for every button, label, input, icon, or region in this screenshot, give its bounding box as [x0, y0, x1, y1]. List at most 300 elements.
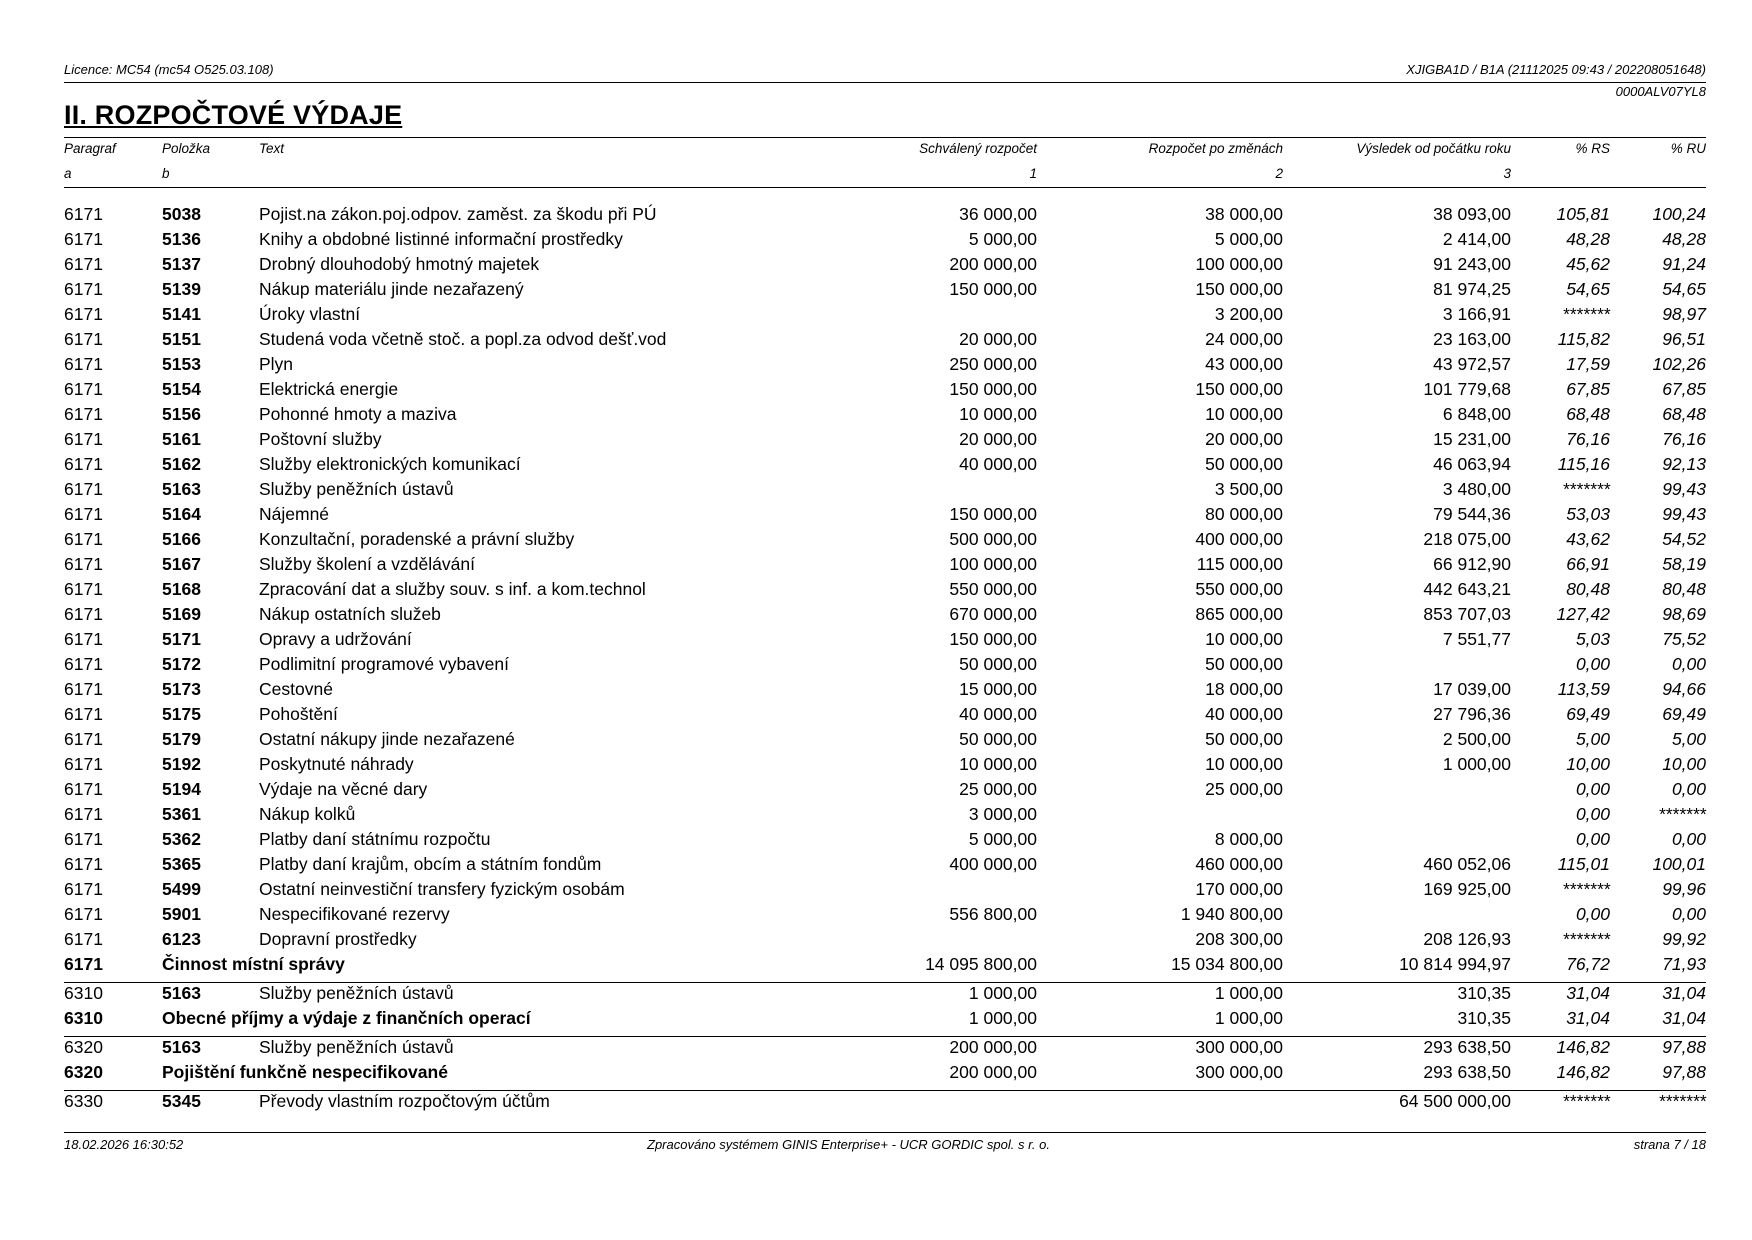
row-ru: 99,92 [1662, 929, 1706, 949]
col-code-b: b [162, 166, 170, 181]
row-vysledek: 46 063,94 [1433, 454, 1511, 474]
row-po-zmenach: 25 000,00 [1205, 779, 1283, 799]
row-paragraf: 6171 [64, 229, 103, 249]
row-paragraf: 6171 [64, 754, 103, 774]
row-schvaleny: 50 000,00 [959, 654, 1037, 674]
row-polozka: 5365 [162, 854, 201, 874]
row-schvaleny: 1 000,00 [968, 983, 1037, 1003]
row-paragraf: 6171 [64, 804, 103, 824]
row-po-zmenach: 10 000,00 [1205, 404, 1283, 424]
row-ru: 0,00 [1671, 654, 1706, 674]
table-row [64, 854, 1706, 879]
row-rs: 10,00 [1566, 754, 1610, 774]
row-vysledek: 1 000,00 [1442, 754, 1511, 774]
row-vysledek: 81 974,25 [1433, 279, 1511, 299]
row-text: Konzultační, poradenské a právní služby [259, 529, 575, 549]
row-polozka: 5166 [162, 529, 201, 549]
row-rs: 0,00 [1575, 779, 1610, 799]
table-row [64, 554, 1706, 579]
row-po-zmenach: 8 000,00 [1214, 829, 1283, 849]
row-vysledek: 310,35 [1457, 1008, 1511, 1028]
row-vysledek: 2 500,00 [1442, 729, 1511, 749]
col-header-schvaleny: Schválený rozpočet [919, 141, 1037, 156]
row-vysledek: 169 925,00 [1423, 879, 1511, 899]
row-rs: ******* [1562, 929, 1610, 949]
row-polozka: 5153 [162, 354, 201, 374]
row-po-zmenach: 150 000,00 [1195, 279, 1283, 299]
row-text: Služby peněžních ústavů [259, 1037, 454, 1057]
row-text: Služby peněžních ústavů [259, 479, 454, 499]
row-vysledek: 38 093,00 [1433, 204, 1511, 224]
row-schvaleny: 50 000,00 [959, 729, 1037, 749]
row-text: Výdaje na věcné dary [259, 779, 428, 799]
table-row [64, 779, 1706, 804]
row-rs: 31,04 [1566, 983, 1610, 1003]
table-row [64, 1036, 1706, 1062]
table-row [64, 704, 1706, 729]
row-schvaleny: 150 000,00 [949, 279, 1037, 299]
report-code-secondary: 0000ALV07YL8 [1615, 84, 1706, 99]
row-vysledek: 293 638,50 [1423, 1062, 1511, 1082]
row-ru: 98,69 [1662, 604, 1706, 624]
row-polozka: 5136 [162, 229, 201, 249]
row-paragraf: 6171 [64, 729, 103, 749]
row-ru: 54,52 [1662, 529, 1706, 549]
row-polozka: 5179 [162, 729, 201, 749]
row-rs: 105,81 [1556, 204, 1610, 224]
row-text: Drobný dlouhodobý hmotný majetek [259, 254, 540, 274]
row-polozka: 6123 [162, 929, 201, 949]
header-divider [64, 82, 1706, 83]
row-polozka: 5156 [162, 404, 201, 424]
row-schvaleny: 5 000,00 [968, 229, 1037, 249]
row-paragraf: 6171 [64, 554, 103, 574]
row-rs: 54,65 [1566, 279, 1610, 299]
row-rs: 0,00 [1575, 654, 1610, 674]
row-ru: 99,96 [1662, 879, 1706, 899]
row-po-zmenach: 115 000,00 [1196, 554, 1283, 574]
row-schvaleny: 556 800,00 [949, 904, 1037, 924]
col-header-text: Text [259, 141, 285, 156]
subtotal-row [64, 1008, 1706, 1036]
row-text: Poskytnuté náhrady [259, 754, 414, 774]
row-polozka: 5164 [162, 504, 201, 524]
row-polozka: 5194 [162, 779, 201, 799]
row-ru: 102,26 [1652, 354, 1706, 374]
row-text: Platby daní krajům, obcím a státním fondům [259, 854, 602, 874]
row-po-zmenach: 24 000,00 [1205, 329, 1283, 349]
row-po-zmenach: 80 000,00 [1205, 504, 1283, 524]
table-row [64, 204, 1706, 229]
row-text: Služby školení a vzdělávání [259, 554, 475, 574]
row-po-zmenach: 5 000,00 [1214, 229, 1283, 249]
row-vysledek: 442 643,21 [1423, 579, 1511, 599]
row-subtotal-label: Obecné příjmy a výdaje z finančních operací [162, 1008, 531, 1028]
row-vysledek: 310,35 [1457, 983, 1511, 1003]
row-vysledek: 460 052,06 [1423, 854, 1511, 874]
row-vysledek: 3 166,91 [1442, 304, 1511, 324]
row-schvaleny: 400 000,00 [949, 854, 1037, 874]
row-ru: 10,00 [1662, 754, 1706, 774]
row-text: Platby daní státnímu rozpočtu [259, 829, 491, 849]
row-po-zmenach: 1 000,00 [1214, 1008, 1283, 1028]
row-vysledek: 101 779,68 [1423, 379, 1511, 399]
table-row [64, 304, 1706, 329]
row-ru: 68,48 [1662, 404, 1706, 424]
row-ru: 31,04 [1662, 983, 1706, 1003]
row-rs: 43,62 [1566, 529, 1610, 549]
table-row [64, 604, 1706, 629]
row-paragraf: 6171 [64, 704, 103, 724]
row-paragraf: 6171 [64, 329, 103, 349]
table-row [64, 804, 1706, 829]
row-polozka: 5137 [162, 254, 201, 274]
table-row [64, 404, 1706, 429]
row-ru: 99,43 [1662, 504, 1706, 524]
row-paragraf: 6171 [64, 254, 103, 274]
row-schvaleny: 40 000,00 [959, 704, 1037, 724]
budget-table-body [64, 204, 1706, 1116]
row-schvaleny: 150 000,00 [949, 629, 1037, 649]
row-polozka: 5168 [162, 579, 201, 599]
row-polozka: 5175 [162, 704, 201, 724]
report-header [64, 62, 1706, 80]
row-po-zmenach: 38 000,00 [1205, 204, 1283, 224]
row-rs: 0,00 [1575, 904, 1610, 924]
row-rs: ******* [1562, 304, 1610, 324]
row-rs: 68,48 [1566, 404, 1610, 424]
row-rs: 127,42 [1556, 604, 1610, 624]
row-text: Pohonné hmoty a maziva [259, 404, 457, 424]
row-text: Pojist.na zákon.poj.odpov. zaměst. za škodu při PÚ [259, 204, 657, 224]
row-paragraf: 6171 [64, 454, 103, 474]
row-schvaleny: 3 000,00 [968, 804, 1037, 824]
row-text: Ostatní nákupy jinde nezařazené [259, 729, 515, 749]
row-ru: 5,00 [1671, 729, 1706, 749]
row-schvaleny: 200 000,00 [949, 254, 1037, 274]
row-po-zmenach: 50 000,00 [1205, 729, 1283, 749]
row-ru: 91,24 [1662, 254, 1706, 274]
row-polozka: 5172 [162, 654, 201, 674]
row-rs: 115,01 [1557, 854, 1610, 874]
row-text: Převody vlastním rozpočtovým účtům [259, 1091, 550, 1111]
row-ru: 97,88 [1662, 1062, 1706, 1082]
row-vysledek: 66 912,90 [1433, 554, 1511, 574]
row-po-zmenach: 1 940 800,00 [1180, 904, 1283, 924]
row-schvaleny: 15 000,00 [959, 679, 1037, 699]
row-ru: 100,01 [1652, 854, 1706, 874]
col-header-polozka: Položka [162, 141, 211, 156]
table-row [64, 879, 1706, 904]
row-ru: 31,04 [1662, 1008, 1706, 1028]
row-text: Služby peněžních ústavů [259, 983, 454, 1003]
row-text: Elektrická energie [259, 379, 399, 399]
row-schvaleny: 1 000,00 [968, 1008, 1037, 1028]
row-paragraf: 6171 [64, 479, 103, 499]
row-po-zmenach: 300 000,00 [1195, 1037, 1283, 1057]
row-text: Zpracování dat a služby souv. s inf. a kom.technol [259, 579, 646, 599]
row-text: Poštovní služby [259, 429, 382, 449]
row-polozka: 5139 [162, 279, 201, 299]
row-ru: 48,28 [1662, 229, 1706, 249]
row-paragraf: 6171 [64, 904, 103, 924]
row-subtotal-label: Činnost místní správy [162, 954, 345, 974]
row-rs: 69,49 [1566, 704, 1610, 724]
row-text: Studená voda včetně stoč. a popl.za odvod dešť.vod [259, 329, 667, 349]
row-rs: 48,28 [1566, 229, 1610, 249]
row-paragraf: 6171 [64, 779, 103, 799]
col-code-2: 2 [1275, 166, 1283, 181]
row-vysledek: 64 500 000,00 [1399, 1091, 1511, 1111]
row-polozka: 5499 [162, 879, 201, 899]
row-polozka: 5162 [162, 454, 201, 474]
row-paragraf: 6171 [64, 879, 103, 899]
system-info: Zpracováno systémem GINIS Enterprise+ - UCR GORDIC spol. s r. o. [647, 1137, 1050, 1152]
row-po-zmenach: 10 000,00 [1205, 754, 1283, 774]
row-paragraf: 6171 [64, 954, 103, 974]
row-ru: 71,93 [1662, 954, 1706, 974]
row-po-zmenach: 50 000,00 [1205, 654, 1283, 674]
row-paragraf: 6310 [64, 983, 103, 1003]
row-text: Knihy a obdobné listinné informační prostředky [259, 229, 623, 249]
row-rs: 66,91 [1566, 554, 1610, 574]
row-rs: ******* [1562, 879, 1610, 899]
row-po-zmenach: 20 000,00 [1205, 429, 1283, 449]
row-ru: 54,65 [1662, 279, 1706, 299]
row-polozka: 5167 [162, 554, 201, 574]
row-rs: 5,00 [1575, 729, 1610, 749]
row-rs: 76,16 [1566, 429, 1610, 449]
row-subtotal-label: Pojištění funkčně nespecifikované [162, 1062, 448, 1082]
row-polozka: 5141 [162, 304, 201, 324]
row-paragraf: 6320 [64, 1062, 103, 1082]
col-header-paragraf: Paragraf [64, 141, 116, 156]
row-polozka: 5171 [162, 629, 201, 649]
table-row [64, 354, 1706, 379]
row-rs: 17,59 [1566, 354, 1610, 374]
row-text: Nákup ostatních služeb [259, 604, 441, 624]
table-row [64, 579, 1706, 604]
row-paragraf: 6171 [64, 304, 103, 324]
row-vysledek: 79 544,36 [1433, 504, 1511, 524]
footer-divider [64, 1132, 1706, 1133]
table-header-top-rule [64, 137, 1706, 138]
row-text: Cestovné [259, 679, 333, 699]
row-polozka: 5192 [162, 754, 201, 774]
col-code-a: a [64, 166, 72, 181]
table-row [64, 629, 1706, 654]
row-text: Ostatní neinvestiční transfery fyzickým osobám [259, 879, 625, 899]
col-code-1: 1 [1029, 166, 1037, 181]
row-vysledek: 27 796,36 [1433, 704, 1511, 724]
row-polozka: 5361 [162, 804, 201, 824]
row-ru: 69,49 [1662, 704, 1706, 724]
row-vysledek: 208 126,93 [1423, 929, 1511, 949]
row-paragraf: 6171 [64, 429, 103, 449]
row-po-zmenach: 460 000,00 [1195, 854, 1283, 874]
table-row [64, 254, 1706, 279]
row-paragraf: 6171 [64, 929, 103, 949]
table-row [64, 679, 1706, 704]
row-paragraf: 6171 [64, 679, 103, 699]
row-rs: 146,82 [1556, 1037, 1610, 1057]
row-paragraf: 6310 [64, 1008, 103, 1028]
row-schvaleny: 150 000,00 [949, 504, 1037, 524]
row-polozka: 5345 [162, 1091, 201, 1111]
row-vysledek: 218 075,00 [1423, 529, 1511, 549]
subtotal-row [64, 1062, 1706, 1090]
row-paragraf: 6171 [64, 529, 103, 549]
row-vysledek: 853 707,03 [1423, 604, 1511, 624]
row-polozka: 5151 [162, 329, 201, 349]
row-vysledek: 293 638,50 [1423, 1037, 1511, 1057]
row-po-zmenach: 15 034 800,00 [1171, 954, 1283, 974]
row-po-zmenach: 3 500,00 [1214, 479, 1283, 499]
row-schvaleny: 25 000,00 [959, 779, 1037, 799]
table-row [64, 279, 1706, 304]
row-po-zmenach: 18 000,00 [1205, 679, 1283, 699]
table-row [64, 904, 1706, 929]
table-row [64, 229, 1706, 254]
row-rs: 113,59 [1557, 679, 1610, 699]
table-row [64, 529, 1706, 554]
row-text: Plyn [259, 354, 294, 374]
print-timestamp: 18.02.2026 16:30:52 [64, 1137, 184, 1152]
row-ru: 94,66 [1662, 679, 1706, 699]
row-schvaleny: 550 000,00 [949, 579, 1037, 599]
row-schvaleny: 20 000,00 [959, 429, 1037, 449]
row-polozka: 5163 [162, 983, 201, 1003]
row-ru: 75,52 [1662, 629, 1706, 649]
row-paragraf: 6330 [64, 1091, 103, 1111]
row-vysledek: 17 039,00 [1433, 679, 1511, 699]
row-polozka: 5173 [162, 679, 201, 699]
row-polozka: 5161 [162, 429, 201, 449]
row-ru: 0,00 [1671, 829, 1706, 849]
table-row [64, 1090, 1706, 1116]
row-text: Služby elektronických komunikací [259, 454, 521, 474]
row-ru: 0,00 [1671, 904, 1706, 924]
row-schvaleny: 250 000,00 [949, 354, 1037, 374]
row-schvaleny: 10 000,00 [959, 754, 1037, 774]
row-schvaleny: 150 000,00 [949, 379, 1037, 399]
row-schvaleny: 36 000,00 [959, 204, 1037, 224]
row-schvaleny: 100 000,00 [949, 554, 1037, 574]
row-paragraf: 6171 [64, 629, 103, 649]
row-rs: 0,00 [1575, 804, 1610, 824]
row-text: Dopravní prostředky [259, 929, 417, 949]
row-schvaleny: 14 095 800,00 [925, 954, 1037, 974]
row-schvaleny: 40 000,00 [959, 454, 1037, 474]
row-rs: 115,16 [1557, 454, 1610, 474]
row-vysledek: 6 848,00 [1442, 404, 1511, 424]
row-text: Nespecifikované rezervy [259, 904, 450, 924]
row-polozka: 5163 [162, 479, 201, 499]
row-polozka: 5362 [162, 829, 201, 849]
row-rs: 5,03 [1575, 629, 1610, 649]
row-ru: 0,00 [1671, 779, 1706, 799]
row-po-zmenach: 400 000,00 [1195, 529, 1283, 549]
row-rs: 45,62 [1566, 254, 1610, 274]
table-row [64, 429, 1706, 454]
row-text: Pohoštění [259, 704, 338, 724]
row-po-zmenach: 150 000,00 [1195, 379, 1283, 399]
row-ru: 80,48 [1662, 579, 1706, 599]
row-rs: 67,85 [1566, 379, 1610, 399]
table-row [64, 479, 1706, 504]
row-po-zmenach: 3 200,00 [1214, 304, 1283, 324]
row-po-zmenach: 1 000,00 [1214, 983, 1283, 1003]
row-text: Nákup materiálu jinde nezařazený [259, 279, 524, 299]
row-paragraf: 6171 [64, 504, 103, 524]
row-schvaleny: 20 000,00 [959, 329, 1037, 349]
col-header-po-zmenach: Rozpočet po změnách [1148, 141, 1283, 156]
row-text: Úroky vlastní [259, 304, 361, 324]
row-po-zmenach: 40 000,00 [1205, 704, 1283, 724]
row-vysledek: 91 243,00 [1433, 254, 1511, 274]
row-paragraf: 6171 [64, 354, 103, 374]
row-ru: 76,16 [1662, 429, 1706, 449]
row-text: Nákup kolků [259, 804, 356, 824]
table-row [64, 504, 1706, 529]
row-ru: ******* [1658, 804, 1706, 824]
col-header-vysledek: Výsledek od počátku roku [1356, 141, 1511, 156]
row-polozka: 5163 [162, 1037, 201, 1057]
row-ru: 97,88 [1662, 1037, 1706, 1057]
row-ru: 92,13 [1662, 454, 1706, 474]
row-paragraf: 6171 [64, 829, 103, 849]
row-ru: 98,97 [1662, 304, 1706, 324]
row-text: Opravy a udržování [259, 629, 412, 649]
table-row [64, 654, 1706, 679]
table-row [64, 929, 1706, 954]
table-row [64, 454, 1706, 479]
row-vysledek: 23 163,00 [1433, 329, 1511, 349]
row-vysledek: 2 414,00 [1442, 229, 1511, 249]
row-po-zmenach: 170 000,00 [1195, 879, 1283, 899]
row-paragraf: 6171 [64, 654, 103, 674]
row-ru: 99,43 [1662, 479, 1706, 499]
row-polozka: 5038 [162, 204, 201, 224]
row-vysledek: 3 480,00 [1442, 479, 1511, 499]
row-paragraf: 6171 [64, 204, 103, 224]
row-text: Podlimitní programové vybavení [259, 654, 509, 674]
col-header-ru: % RU [1670, 141, 1706, 156]
row-schvaleny: 500 000,00 [949, 529, 1037, 549]
row-rs: 80,48 [1566, 579, 1610, 599]
row-ru: 100,24 [1652, 204, 1706, 224]
table-row [64, 379, 1706, 404]
row-rs: ******* [1562, 479, 1610, 499]
row-po-zmenach: 208 300,00 [1195, 929, 1283, 949]
row-rs: 31,04 [1566, 1008, 1610, 1028]
table-row [64, 754, 1706, 779]
row-rs: 76,72 [1566, 954, 1610, 974]
subtotal-row [64, 954, 1706, 982]
row-po-zmenach: 100 000,00 [1195, 254, 1283, 274]
row-po-zmenach: 10 000,00 [1205, 629, 1283, 649]
table-row [64, 729, 1706, 754]
report-code: XJIGBA1D / B1A (21112025 09:43 / 202208051648) [1406, 62, 1706, 77]
row-paragraf: 6320 [64, 1037, 103, 1057]
row-po-zmenach: 43 000,00 [1205, 354, 1283, 374]
row-ru: ******* [1658, 1091, 1706, 1111]
row-polozka: 5169 [162, 604, 201, 624]
row-rs: ******* [1562, 1091, 1610, 1111]
row-rs: 0,00 [1575, 829, 1610, 849]
row-polozka: 5901 [162, 904, 201, 924]
row-rs: 53,03 [1566, 504, 1610, 524]
